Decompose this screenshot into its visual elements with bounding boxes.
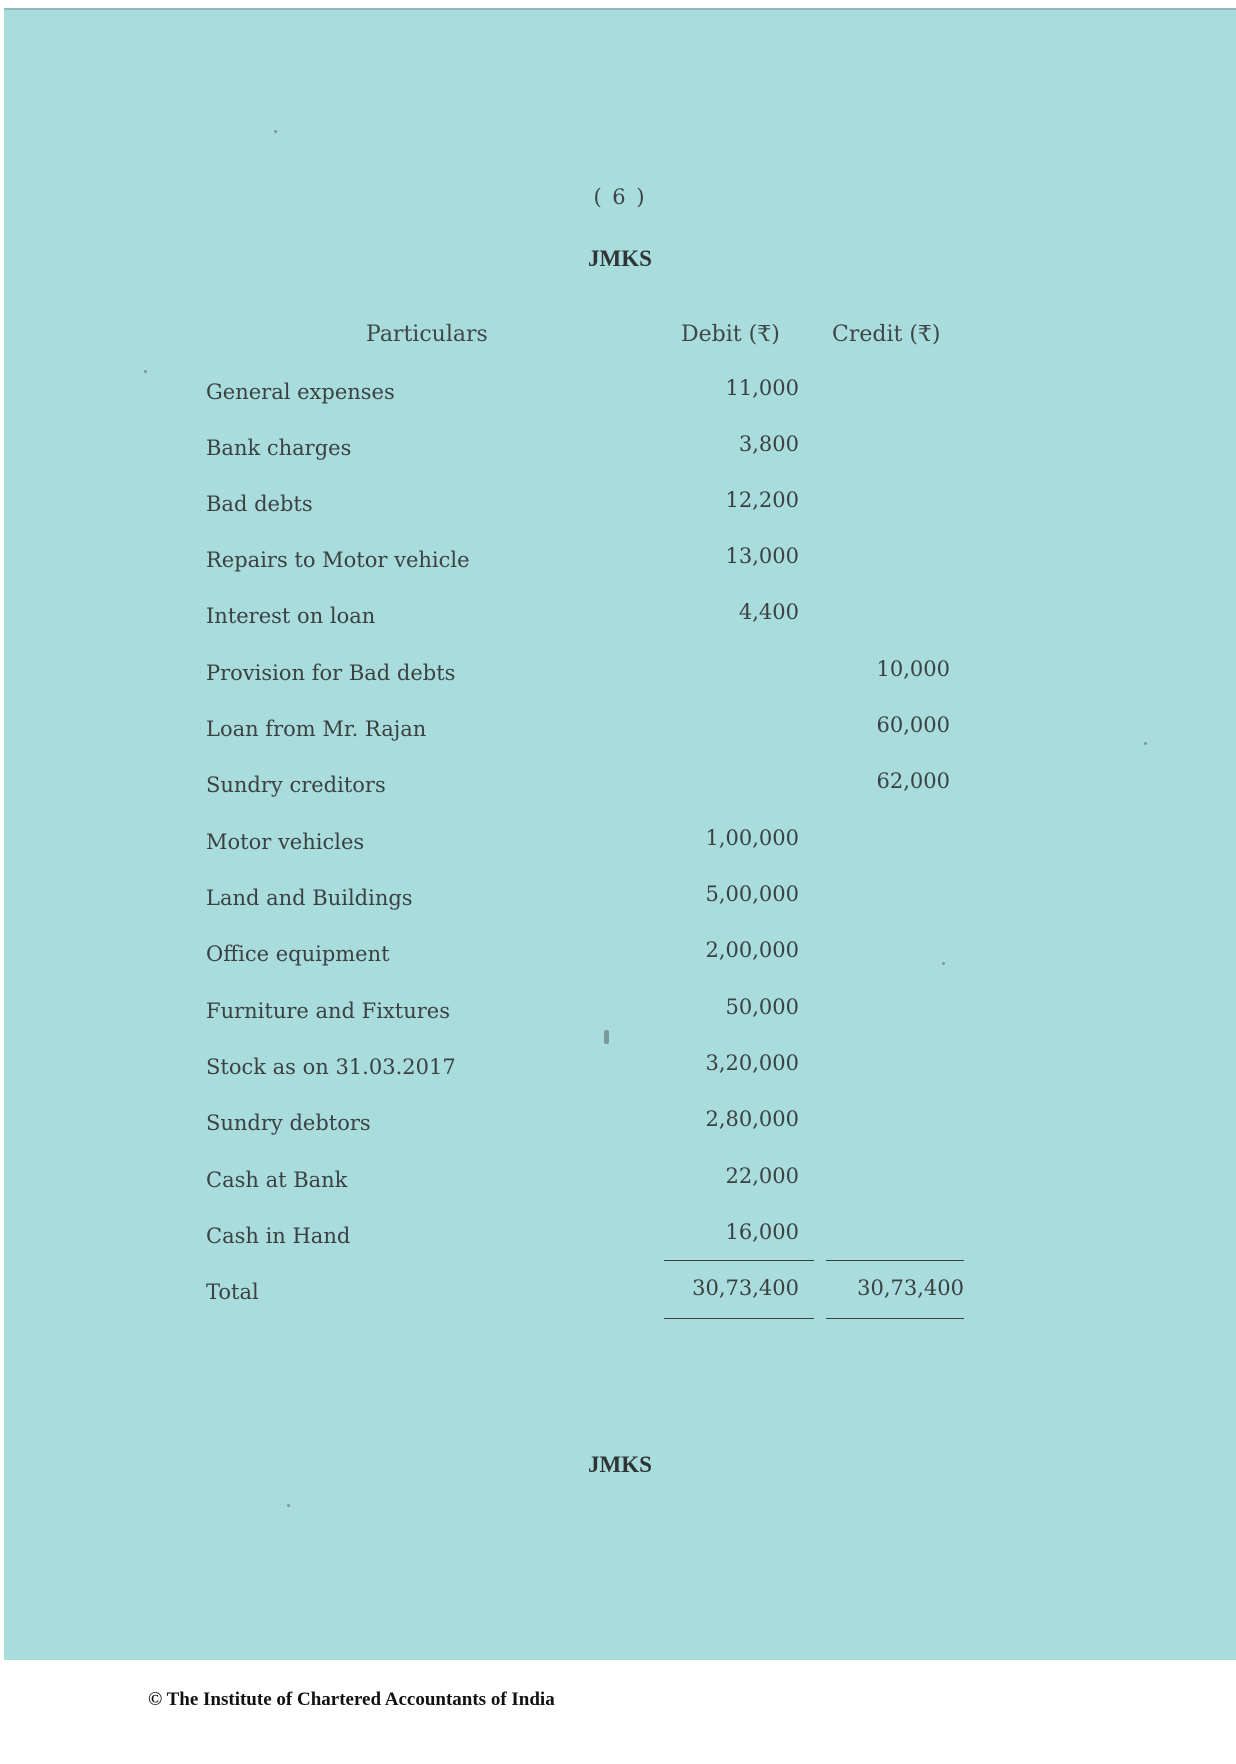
exam-paper-sheet xyxy=(4,8,1236,1660)
paper-speck xyxy=(1144,742,1147,745)
total-row xyxy=(4,1274,1236,1314)
credit-subtotal-rule xyxy=(826,1260,964,1261)
particular-cell: Repairs to Motor vehicle xyxy=(206,548,470,572)
table-row xyxy=(4,880,1236,920)
table-row xyxy=(4,1218,1236,1258)
table-row xyxy=(4,1049,1236,1089)
debit-total-rule xyxy=(664,1318,814,1319)
total-debit: 30,73,400 xyxy=(692,1276,799,1300)
debit-cell: 12,200 xyxy=(725,488,799,512)
table-row xyxy=(4,936,1236,976)
table-row xyxy=(4,993,1236,1033)
debit-cell: 13,000 xyxy=(725,544,799,568)
table-row xyxy=(4,598,1236,638)
debit-cell: 11,000 xyxy=(725,376,799,400)
particular-cell: Motor vehicles xyxy=(206,830,365,854)
table-row xyxy=(4,374,1236,414)
header-credit: Credit (₹) xyxy=(832,322,941,347)
paper-speck xyxy=(144,370,147,373)
particular-cell: Bad debts xyxy=(206,492,313,516)
debit-cell: 2,00,000 xyxy=(705,938,799,962)
paper-speck xyxy=(274,130,277,133)
header-debit: Debit (₹) xyxy=(681,322,780,347)
table-row xyxy=(4,655,1236,695)
particular-cell: General expenses xyxy=(206,380,395,404)
credit-cell: 60,000 xyxy=(876,713,950,737)
debit-cell: 50,000 xyxy=(725,995,799,1019)
total-credit: 30,73,400 xyxy=(857,1276,964,1300)
debit-cell: 2,80,000 xyxy=(705,1107,799,1131)
particular-cell: Sundry debtors xyxy=(206,1111,371,1135)
debit-cell: 16,000 xyxy=(725,1220,799,1244)
particular-cell: Furniture and Fixtures xyxy=(206,999,450,1023)
debit-cell: 3,800 xyxy=(738,432,799,456)
credit-cell: 62,000 xyxy=(876,769,950,793)
copyright-footer: © The Institute of Chartered Accountants of India xyxy=(148,1689,555,1710)
particular-cell: Sundry creditors xyxy=(206,773,386,797)
credit-total-rule xyxy=(826,1318,964,1319)
particular-cell: Stock as on 31.03.2017 xyxy=(206,1055,456,1079)
paper-speck xyxy=(942,962,945,965)
total-label: Total xyxy=(206,1280,259,1304)
table-row xyxy=(4,767,1236,807)
debit-cell: 22,000 xyxy=(725,1164,799,1188)
paper-code-bottom: JMKS xyxy=(588,1452,652,1477)
table-row xyxy=(4,1105,1236,1145)
particular-cell: Office equipment xyxy=(206,942,390,966)
table-row xyxy=(4,542,1236,582)
credit-cell: 10,000 xyxy=(876,657,950,681)
debit-cell: 5,00,000 xyxy=(705,882,799,906)
particular-cell: Land and Buildings xyxy=(206,886,413,910)
page-number: ( 6 ) xyxy=(593,185,647,209)
table-row xyxy=(4,430,1236,470)
debit-cell: 1,00,000 xyxy=(705,826,799,850)
particular-cell: Cash in Hand xyxy=(206,1224,351,1248)
debit-subtotal-rule xyxy=(664,1260,814,1261)
table-row xyxy=(4,824,1236,864)
table-row xyxy=(4,486,1236,526)
particular-cell: Cash at Bank xyxy=(206,1168,348,1192)
particular-cell: Provision for Bad debts xyxy=(206,661,456,685)
paper-code-top: JMKS xyxy=(588,246,652,271)
particular-cell: Loan from Mr. Rajan xyxy=(206,717,427,741)
header-particulars: Particulars xyxy=(366,322,488,347)
table-row xyxy=(4,711,1236,751)
particular-cell: Interest on loan xyxy=(206,604,376,628)
particular-cell: Bank charges xyxy=(206,436,352,460)
table-row xyxy=(4,1162,1236,1202)
paper-speck xyxy=(604,1030,609,1044)
paper-speck xyxy=(287,1504,290,1507)
debit-cell: 3,20,000 xyxy=(705,1051,799,1075)
debit-cell: 4,400 xyxy=(738,600,799,624)
